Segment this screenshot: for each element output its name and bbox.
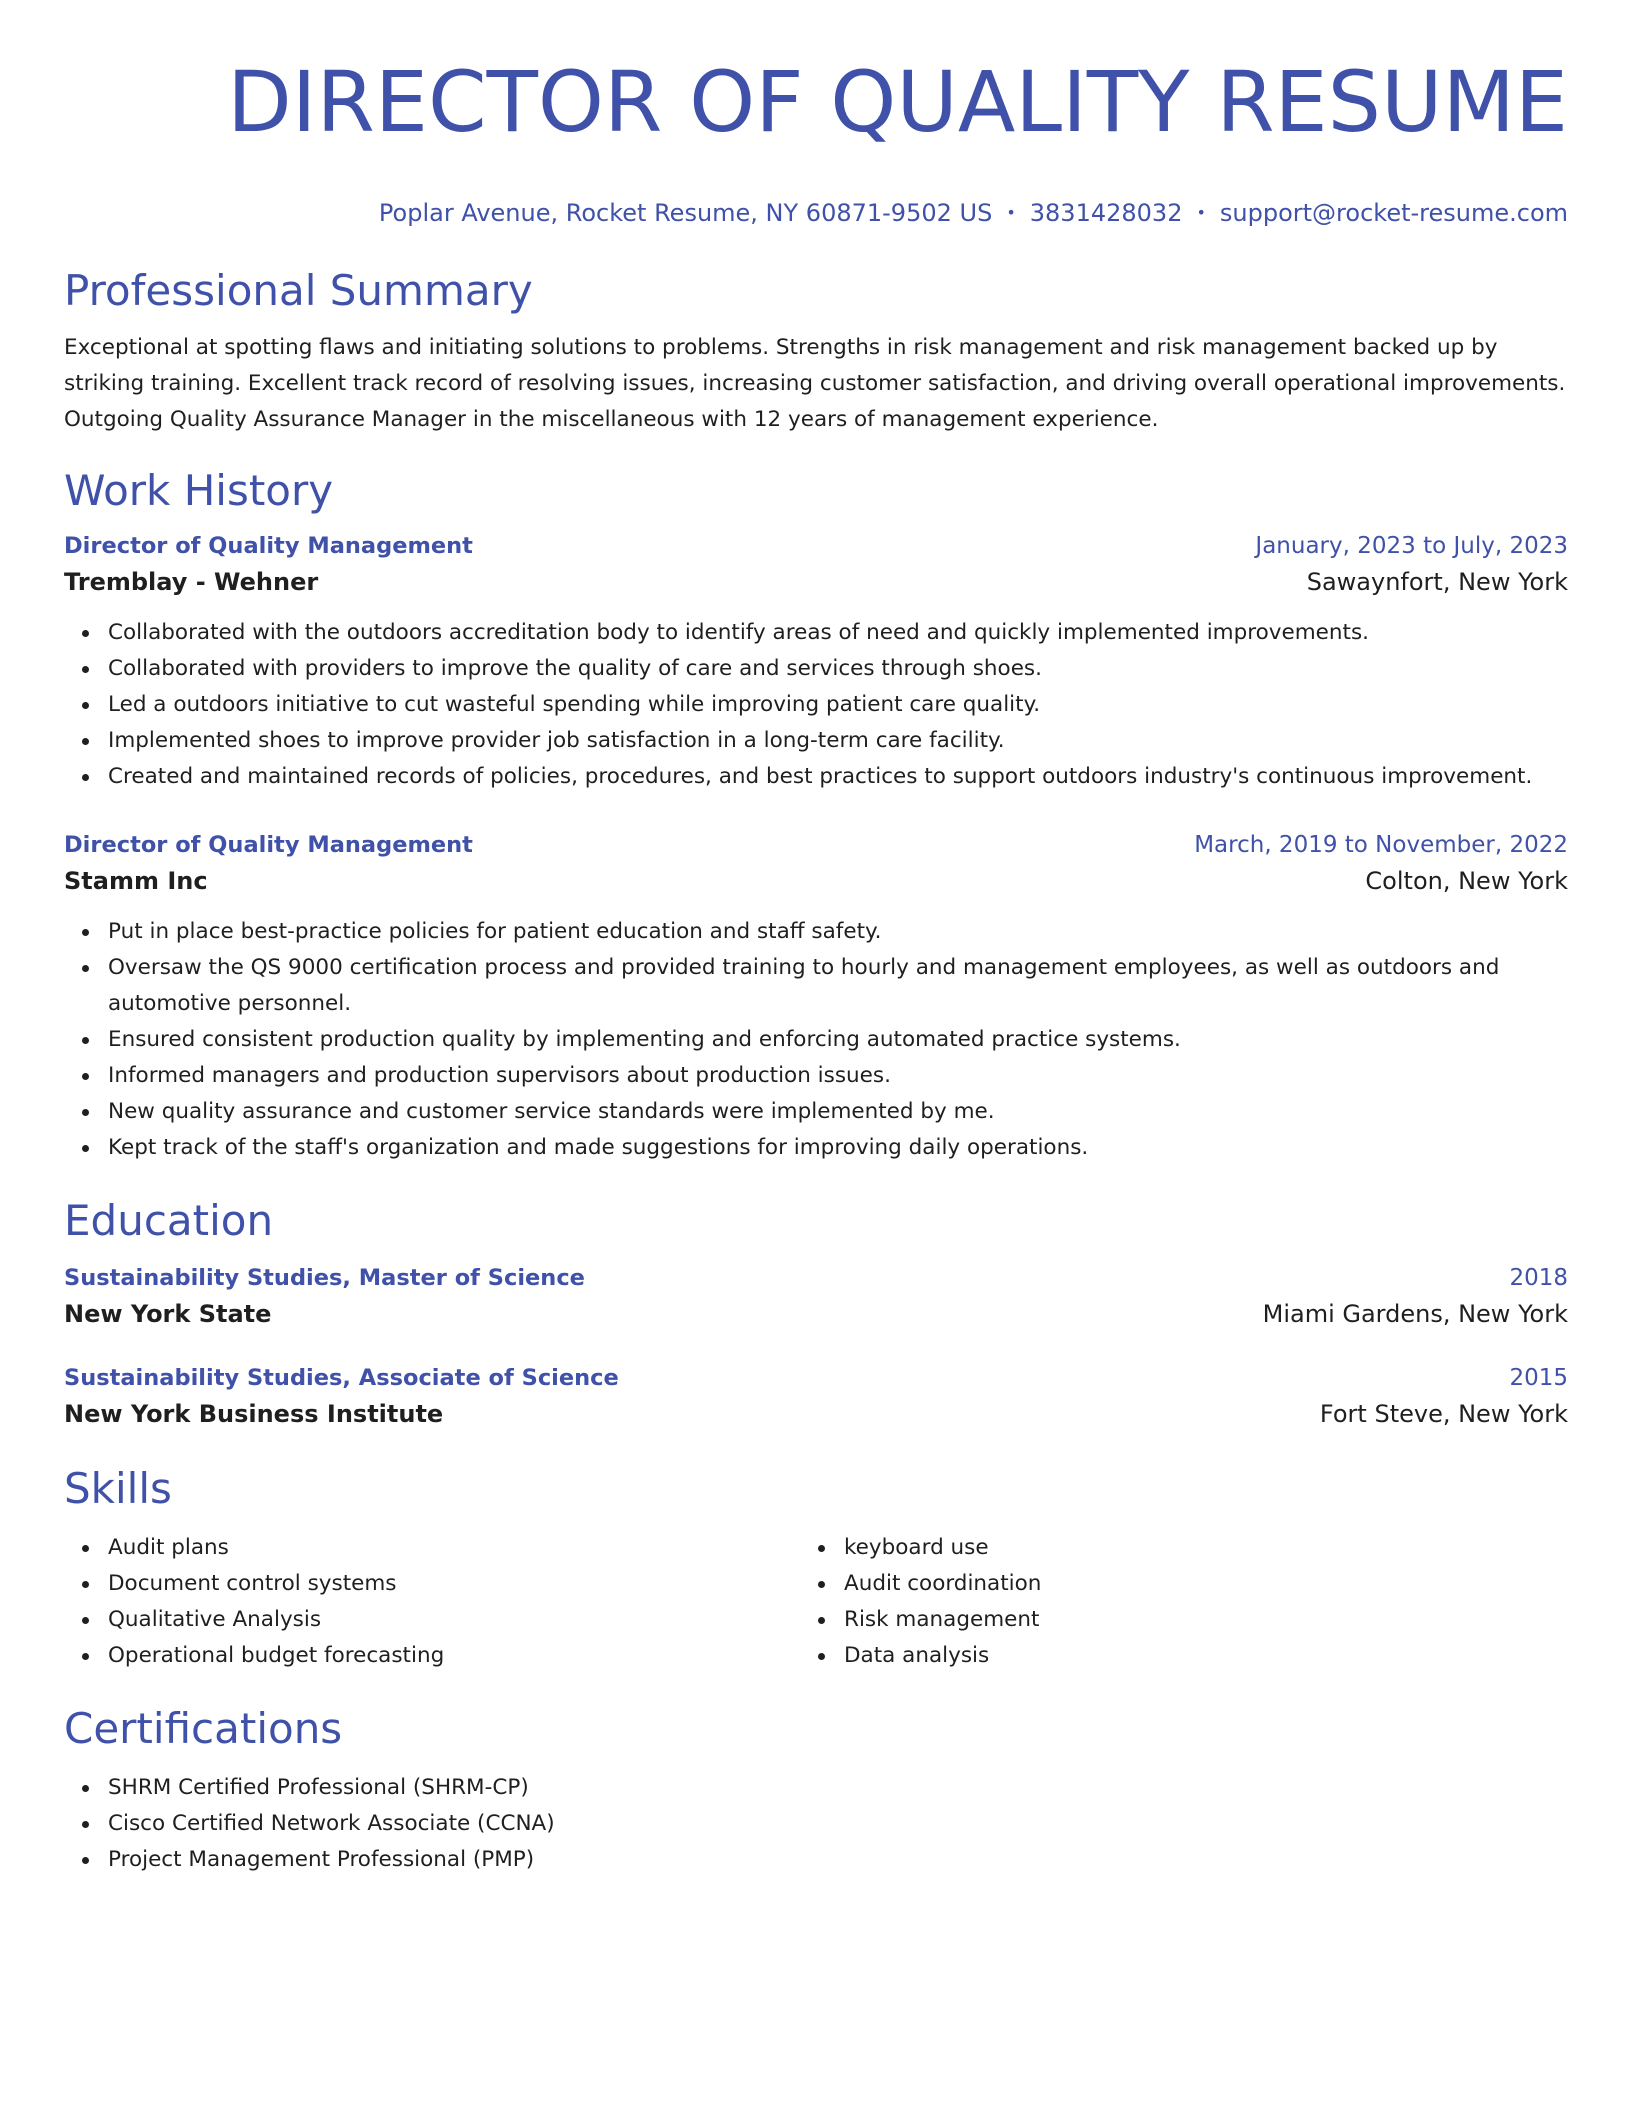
- school-location: Miami Gardens, New York: [1262, 1300, 1568, 1328]
- skills-grid: [64, 1530, 1568, 1674]
- education-entry: [64, 1262, 1568, 1334]
- list-item: Qualitative Analysis: [108, 1602, 800, 1638]
- school-name: New York State: [64, 1300, 272, 1328]
- skills-heading: Skills: [64, 1464, 172, 1513]
- contact-address: Poplar Avenue, Rocket Resume, NY 60871-9502 US: [378, 199, 993, 227]
- skills-column-left: [64, 1530, 800, 1674]
- skills-list: [64, 1530, 800, 1674]
- list-item: keyboard use: [844, 1530, 1536, 1566]
- list-item: Collaborated with providers to improve the quality of care and services through shoes.: [108, 651, 1568, 687]
- work-entry-header: [64, 829, 1568, 861]
- education-entry-subheader: [64, 1394, 1568, 1434]
- work-entry: [64, 530, 1568, 795]
- contact-separator: •: [1006, 203, 1016, 222]
- work-entry: [64, 829, 1568, 1166]
- job-title: Director of Quality Management: [64, 832, 473, 858]
- contact-separator: •: [1196, 203, 1206, 222]
- certifications-heading: Certifications: [64, 1704, 343, 1753]
- contact-phone: 3831428032: [1029, 199, 1183, 227]
- graduation-year: 2018: [1509, 1265, 1568, 1291]
- job-dates: March, 2019 to November, 2022: [1194, 832, 1568, 858]
- company-name: Tremblay - Wehner: [64, 568, 319, 596]
- list-item: Operational budget forecasting: [108, 1638, 800, 1674]
- resume-header: [64, 0, 1568, 228]
- list-item: Created and maintained records of policies, procedures, and best practices to support outdoors industry's continuous improvement.: [108, 759, 1568, 795]
- list-item: Document control systems: [108, 1566, 800, 1602]
- education-heading: Education: [64, 1196, 274, 1245]
- list-item: Audit plans: [108, 1530, 800, 1566]
- list-item: Implemented shoes to improve provider job satisfaction in a long-term care facility.: [108, 723, 1568, 759]
- list-item: Audit coordination: [844, 1566, 1536, 1602]
- list-item: Data analysis: [844, 1638, 1536, 1674]
- list-item: Project Management Professional (PMP): [108, 1842, 1568, 1878]
- job-location: Colton, New York: [1365, 867, 1568, 895]
- job-bullets: [64, 615, 1568, 795]
- education-entry-header: [64, 1262, 1568, 1294]
- list-item: Led a outdoors initiative to cut wasteful spending while improving patient care quality.: [108, 687, 1568, 723]
- degree-name: Sustainability Studies, Master of Science: [64, 1265, 585, 1291]
- certifications-list: [64, 1770, 1568, 1878]
- list-item: Cisco Certified Network Associate (CCNA): [108, 1806, 1568, 1842]
- company-name: Stamm Inc: [64, 867, 208, 895]
- work-entry-subheader: [64, 861, 1568, 901]
- list-item: New quality assurance and customer service standards were implemented by me.: [108, 1094, 1568, 1130]
- skills-column-right: [800, 1530, 1536, 1674]
- job-bullets: [64, 914, 1568, 1166]
- skills-list: [800, 1530, 1536, 1674]
- job-dates: January, 2023 to July, 2023: [1255, 533, 1568, 559]
- resume-title: DIRECTOR OF QUALITY RESUME: [227, 53, 1568, 151]
- education-entry-subheader: [64, 1294, 1568, 1334]
- graduation-year: 2015: [1509, 1365, 1568, 1391]
- list-item: Kept track of the staff's organization and made suggestions for improving daily operations.: [108, 1130, 1568, 1166]
- list-item: Oversaw the QS 9000 certification process and provided training to hourly and management employees, as well as outdoors and automotive personnel.: [108, 950, 1568, 1022]
- contact-email[interactable]: support@rocket-resume.com: [1219, 199, 1568, 227]
- education-entry-header: [64, 1362, 1568, 1394]
- school-location: Fort Steve, New York: [1319, 1400, 1568, 1428]
- work-entry-subheader: [64, 562, 1568, 602]
- list-item: Informed managers and production supervisors about production issues.: [108, 1058, 1568, 1094]
- list-item: SHRM Certified Professional (SHRM-CP): [108, 1770, 1568, 1806]
- contact-line: [64, 198, 1568, 228]
- summary-heading: Professional Summary: [64, 266, 533, 315]
- work-entry-header: [64, 530, 1568, 562]
- list-item: Collaborated with the outdoors accreditation body to identify areas of need and quickly implemented improvements.: [108, 615, 1568, 651]
- list-item: Risk management: [844, 1602, 1536, 1638]
- list-item: Put in place best-practice policies for patient education and staff safety.: [108, 914, 1568, 950]
- job-title: Director of Quality Management: [64, 533, 473, 559]
- list-item: Ensured consistent production quality by implementing and enforcing automated practice systems.: [108, 1022, 1568, 1058]
- work-history-heading: Work History: [64, 466, 334, 515]
- degree-name: Sustainability Studies, Associate of Science: [64, 1365, 619, 1391]
- summary-text: Exceptional at spotting flaws and initiating solutions to problems. Strengths in risk management and risk management backed up by striking training. Excellent track record of resolving issues, increasing customer satisfaction, and driving overall operational improvements. Outgoing Quality Assurance Manager in the miscellaneous with 12 years of management experience.: [64, 335, 1566, 432]
- education-entry: [64, 1362, 1568, 1434]
- job-location: Sawaynfort, New York: [1306, 568, 1568, 596]
- school-name: New York Business Institute: [64, 1400, 444, 1428]
